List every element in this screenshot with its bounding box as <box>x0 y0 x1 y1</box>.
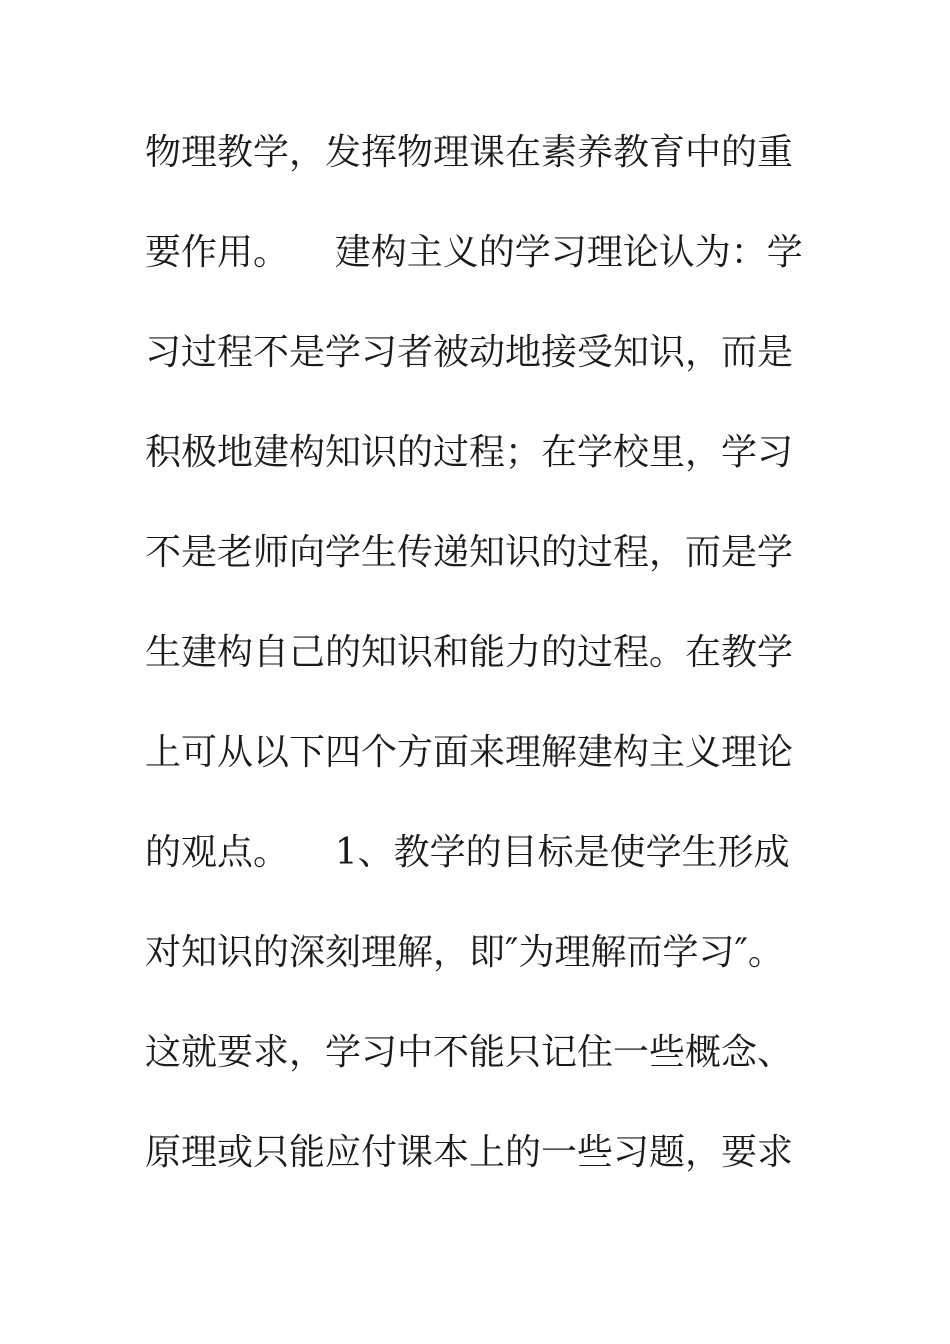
body-text <box>145 120 825 1220</box>
text-line: 不是老师向学生传递知识的过程，而是学 <box>145 532 794 573</box>
text-line: 这就要求，学习中不能只记住一些概念、 <box>145 1032 794 1073</box>
text-line: 原理或只能应付课本上的一些习题，要求 <box>145 1132 794 1173</box>
text-line: 习过程不是学习者被动地接受知识，而是 <box>145 332 794 373</box>
text-line: 对知识的深刻理解，即″为理解而学习″。 <box>145 932 784 973</box>
text-line: 物理教学，发挥物理课在素养教育中的重 <box>145 132 794 173</box>
text-line: 要作用。 建构主义的学习理论认为：学 <box>145 232 803 273</box>
text-line: 积极地建构知识的过程；在学校里，学习 <box>145 432 794 473</box>
text-line: 上可从以下四个方面来理解建构主义理论 <box>145 732 794 773</box>
text-line: 的观点。 1、教学的目标是使学生形成 <box>145 832 790 873</box>
text-line: 生建构自己的知识和能力的过程。在教学 <box>145 632 794 673</box>
